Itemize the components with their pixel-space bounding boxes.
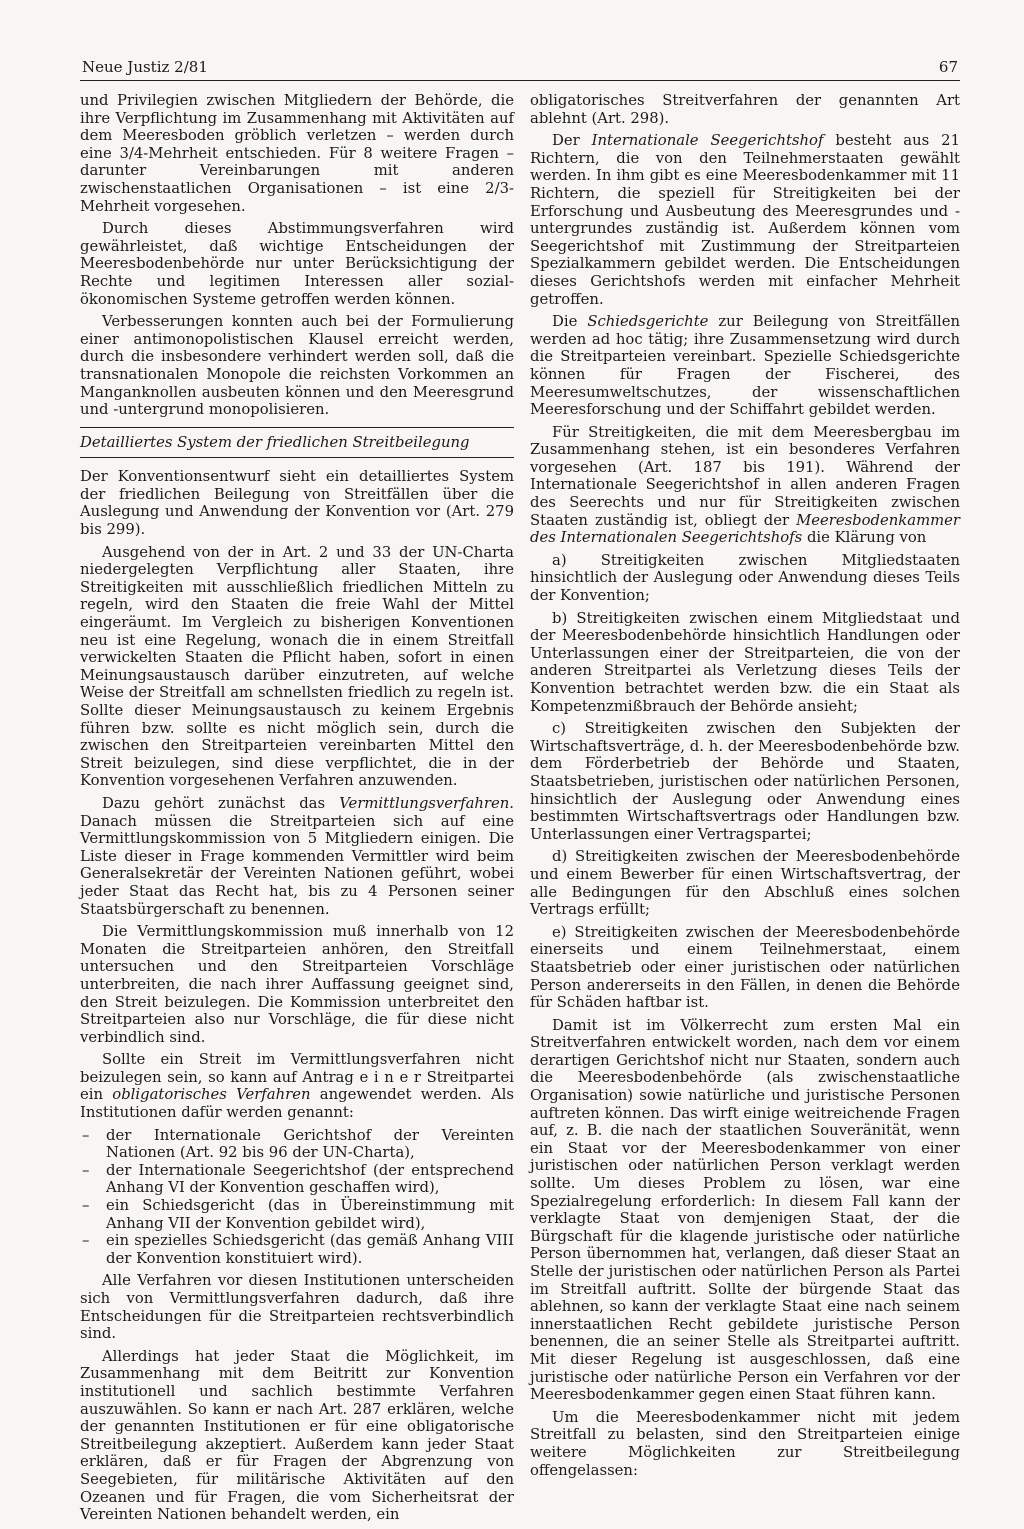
list-item: – der Internationale Gerichtshof der Vereinten Nationen (Art. 92 bis 96 der UN-Charta), [80, 1127, 514, 1162]
paragraph: Damit ist im Völkerrecht zum ersten Mal ein Streitverfahren entwickelt worden, nach dem vor einem derartigen Gerichtshof nicht nur Staaten, sondern auch die Meeresbodenbehörde (als zwischenstaatliche Organisation) sowie natürliche und juristische Personen auftreten können. Das wirft einige weitreichende Fragen auf, z. B. die nach der staatlichen Souveränität, wenn ein Staat vor der Meeresbodenkammer von einer juristischen oder natürlichen Person verklagt werden sollte. Um dieses Problem zu lösen, war eine Spezialregelung erforderlich: In diesem Fall kann der verklagte Staat von demjenigen Staat, der die Bürgschaft für die klagende juristische oder natürliche Person übernommen hat, verlangen, daß dieser Staat an Stelle der juristischen oder natürlichen Person als Partei im Streitfall auftritt. Sollte der bürgende Staat das ablehnen, so kann der verklagte Staat eine nach seinem innerstaatlichen Recht gebildete juristische Person benennen, die an seiner Stelle als Streitpartei auftritt. Mit dieser Regelung ist ausgeschlossen, daß eine juristische oder natürliche Person ein Verfahren vor der Meeresbodenkammer gegen einen Staat führen kann. [530, 1016, 960, 1404]
text: zur Beilegung von Streitfällen werden ad hoc tätig; ihre Zusammensetzung wird durch die Streitparteien vereinbart. Spezielle Schiedsgerichte können für Fragen der Fischerei, des Meeresumweltschutzes, der wissenschaftlichen Meeresforschung und der Schiffahrt gebildet werden. [530, 313, 960, 419]
list-item: – ein spezielles Schiedsgericht (das gemäß Anhang VIII der Konvention konstituiert wird). [80, 1232, 514, 1267]
text: die Klärung von [802, 529, 927, 547]
paragraph [530, 313, 960, 419]
paragraph: Durch dieses Abstimmungsverfahren wird gewährleistet, daß wichtige Entscheidungen der Meeresbodenbehörde nur unter Berücksichtigung der Rechte und legitimen Interessen aller sozial-ökonomischen Systeme getroffen werden können. [80, 220, 514, 308]
left-column [80, 92, 514, 1529]
paragraph: Alle Verfahren vor diesen Institutionen unterscheiden sich von Vermittlungsverfahren dadurch, daß ihre Entscheidungen für die Streitparteien rechtsverbindlich sind. [80, 1272, 514, 1343]
emphasis-term: Internationale Seegerichtshof [591, 132, 824, 150]
list-item: – ein Schiedsgericht (das in Übereinstimmung mit Anhang VII der Konvention gebildet wird), [80, 1197, 514, 1232]
paragraph: und Privilegien zwischen Mitgliedern der Behörde, die ihre Verpflichtung im Zusammenhang mit Aktivitäten auf dem Meeresboden gröblich verletzen – werden durch eine 3/4-Mehrheit entschieden. Für 8 weitere Fragen – darunter Vereinbarungen mit anderen zwischenstaatlichen Organisationen – ist eine 2/3-Mehrheit vorgesehen. [80, 92, 514, 215]
paragraph: Allerdings hat jeder Staat die Möglichkeit, im Zusammenhang mit dem Beitritt zur Konvention institutionell und sachlich bestimmte Verfahren auszuwählen. So kann er nach Art. 287 erklären, welche der genannten Institutionen er für eine obligatorische Streitbeilegung akzeptiert. Außerdem kann jeder Staat erklären, daß er für Fragen der Abgrenzung von Seegebieten, für militärische Aktivitäten auf den Ozeanen und für Fragen, die vom Sicherheitsrat der Vereinten Nationen behandelt werden, ein [80, 1347, 514, 1524]
section-heading: Detailliertes System der friedlichen Streitbeilegung [80, 427, 514, 459]
text: Die [552, 313, 588, 331]
paragraph: Verbesserungen konnten auch bei der Formulierung einer antimonopolistischen Klausel erreicht werden, durch die insbesondere verhindert werden soll, daß die transnationalen Monopole die reichsten Vorkommen an Manganknollen ausbeuten können und den Meeresgrund und -untergrund monopolisieren. [80, 313, 514, 419]
paragraph [80, 795, 514, 918]
paragraph: Der Konventionsentwurf sieht ein detailliertes System der friedlichen Beilegung von Streitfällen über die Auslegung und Anwendung der Konvention vor (Art. 279 bis 299). [80, 468, 514, 539]
list-item-c: c) Streitigkeiten zwischen den Subjekten der Wirtschaftsverträge, d. h. der Meeresbodenbehörde bzw. dem Förderbetrieb der Behörde und Staaten, Staatsbetrieben, juristischen oder natürlichen Personen, hinsichtlich der Auslegung oder Anwendung eines bestimmten Wirtschaftsvertrags oder Handlungen bzw. Unterlassungen einer Vertragspartei; [530, 720, 960, 843]
text: angewendet werden. Als Institutionen dafür werden genannt: [80, 1086, 514, 1122]
text: Der [552, 132, 592, 150]
emphasis-term: Schiedsgerichte [587, 313, 709, 331]
paragraph: Um die Meeresbodenkammer nicht mit jedem Streitfall zu belasten, sind den Streitparteien einige weitere Möglichkeiten zur Streitbeilegung offengelassen: [530, 1408, 960, 1479]
paragraph: Die Vermittlungskommission muß innerhalb von 12 Monaten die Streitparteien anhören, den Streitfall untersuchen und den Streitparteien Vorschläge unterbreiten, die nach ihrer Auffassung geeignet sind, den Streit beizulegen. Die Kommission unterbreitet den Streitparteien also nur Vorschläge, die für diese nicht verbindlich sind. [80, 923, 514, 1046]
paragraph: obligatorisches Streitverfahren der genannten Art ablehnt (Art. 298). [530, 92, 960, 127]
text: Sollte ein Streit im Vermittlungsverfahren nicht beizulegen sein, so kann auf Antrag e i n e r Streitpartei ein [80, 1051, 514, 1104]
paragraph: Ausgehend von der in Art. 2 und 33 der UN-Charta niedergelegten Verpflichtung aller Staaten, ihre Streitigkeiten mit ausschließlich friedlichen Mitteln zu regeln, wird den Staaten die freie Wahl der Mittel eingeräumt. Im Vergleich zu bisherigen Konventionen neu ist eine Regelung, wonach die in einem Streitfall verwickelten Staaten die Pflicht haben, sofort in einen Meinungsaustausch darüber einzutreten, auf welche Weise der Streitfall am schnellsten friedlich zu regeln ist. Sollte dieser Meinungsaustausch zu keinem Ergebnis führen bzw. sollte es nicht möglich sein, durch die zwischen den Streitparteien vereinbarten Mittel den Streit beizulegen, sind diese verpflichtet, die in der Konvention vorgesehenen Verfahren anzuwenden. [80, 543, 514, 790]
list-item-d: d) Streitigkeiten zwischen der Meeresbodenbehörde und einem Bewerber für einen Wirtschaftsvertrag, der alle Bedingungen für den Abschluß eines solchen Vertrags erfüllt; [530, 848, 960, 919]
journal-title: Neue Justiz 2/81 [82, 58, 208, 76]
text: Für Streitigkeiten, die mit dem Meeresbergbau im Zusammenhang stehen, ist ein besonderes Verfahren vorgesehen (Art. 187 bis 191). Während der Internationale Seegerichtshof in allen anderen Fragen des Seerechts und nur für Streitigkeiten zwischen Staaten zuständig ist, obliegt der [530, 423, 960, 529]
paragraph [530, 424, 960, 547]
right-column [530, 92, 960, 1484]
text: Danach müssen die Streitparteien sich auf eine Vermittlungskommission von 5 Mitgliedern einigen. Die Liste dieser in Frage kommenden Vermittler wird beim Generalsekretär der Vereinten Nationen geführt, wobei jeder Staat das Recht hat, bis zu 4 Personen seiner Staatsbürgerschaft zu benennen. [80, 812, 514, 918]
emphasis-term: Vermittlungsverfahren. [339, 794, 514, 812]
text: besteht aus 21 Richtern, die von den Teilnehmerstaaten gewählt werden. In ihm gibt es eine Meeresbodenkammer mit 11 Richtern, die speziell für Streitigkeiten bei der Erforschung und Ausbeutung des Meeresgrundes und -untergrundes zuständig ist. Außerdem können vom Seegerichtshof mit Zustimmung der Streitparteien Spezialkammern gebildet werden. Die Entscheidungen dieses Gerichtshofs werden mit einfacher Mehrheit getroffen. [530, 132, 960, 308]
institution-list [80, 1127, 514, 1268]
list-item: – der Internationale Seegerichtshof (der entsprechend Anhang VI der Konvention geschaffen wird), [80, 1162, 514, 1197]
list-item-e: e) Streitigkeiten zwischen der Meeresbodenbehörde einerseits und einem Teilnehmerstaat, einem Staatsbetrieb oder einer juristischen oder natürlichen Person andererseits in den Fällen, in denen die Behörde für Schäden haftbar ist. [530, 923, 960, 1012]
list-item-a: a) Streitigkeiten zwischen Mitgliedstaaten hinsichtlich der Auslegung oder Anwendung dieses Teils der Konvention; [530, 551, 960, 605]
page-header [80, 58, 960, 81]
emphasis-term: obligatorisches Verfahren [112, 1086, 311, 1104]
paragraph [530, 132, 960, 308]
page-number: 67 [938, 58, 958, 76]
paragraph [80, 1051, 514, 1121]
list-item-b: b) Streitigkeiten zwischen einem Mitgliedstaat und der Meeresbodenbehörde hinsichtlich Handlungen oder Unterlassungen einer der Streitparteien, die von der anderen Streitpartei als Verletzung dieses Teils der Konvention betrachtet werden bzw. die ein Staat als Kompetenzmißbrauch der Behörde ansieht; [530, 609, 960, 715]
text: Dazu gehört zunächst das [102, 794, 340, 812]
emphasis-term: Meeresbodenkammer des Internationalen Seegerichtshofs [530, 511, 960, 547]
